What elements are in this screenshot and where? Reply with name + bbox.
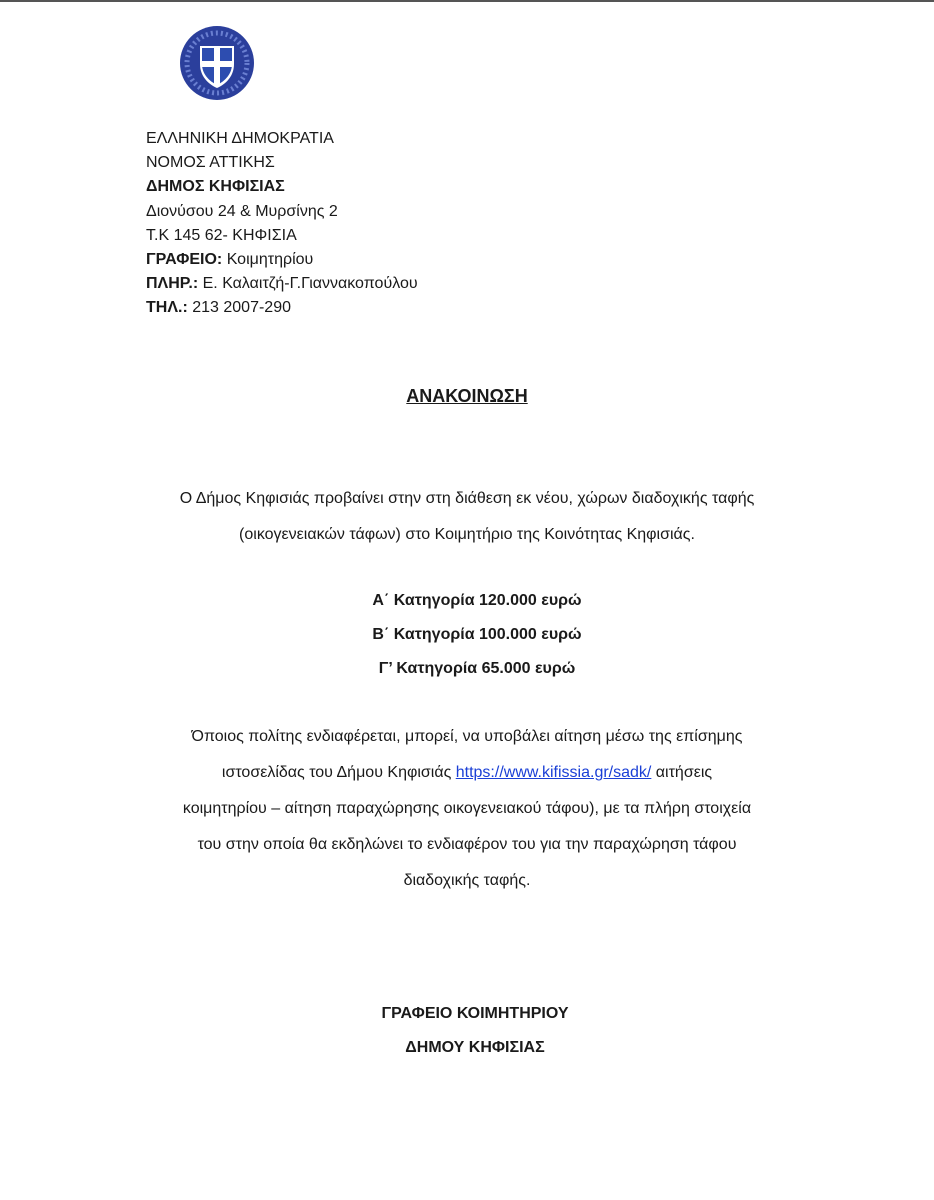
sender-header	[146, 127, 418, 321]
header-prefecture: ΝΟΜΟΣ ΑΤΤΙΚΗΣ	[146, 154, 275, 172]
header-office-label: ΓΡΑΦΕΙΟ:	[146, 251, 223, 269]
hellenic-republic-emblem	[178, 24, 256, 102]
application-paragraph	[0, 719, 934, 899]
category-a: Α΄ Κατηγορία 120.000 ευρώ	[372, 592, 582, 609]
body-line-text: αιτήσεις	[651, 764, 713, 781]
announcement-title: ΑΝΑΚΟΙΝΩΣΗ	[406, 386, 528, 406]
header-postcode: Τ.Κ 145 62- ΚΗΦΙΣΙΑ	[146, 226, 297, 244]
signature-block	[0, 997, 934, 1065]
header-info-label: ΠΛΗΡ.:	[146, 275, 199, 293]
header-municipality: ΔΗΜΟΣ ΚΗΦΙΣΙΑΣ	[146, 178, 285, 196]
header-office-value: Κοιμητηρίου	[222, 251, 314, 269]
body-line: του στην οποία θα εκδηλώνει το ενδιαφέρον του για την παραχώρηση τάφου	[197, 836, 737, 853]
header-info-value: Ε. Καλαιτζή-Γ.Γιαννακοπούλου	[198, 275, 418, 293]
header-address: Διονύσου 24 & Μυρσίνης 2	[146, 202, 338, 220]
header-office	[146, 248, 418, 272]
header-tel	[146, 296, 418, 320]
body-line: διαδοχικής ταφής.	[403, 872, 531, 889]
intro-line: (οικογενειακών τάφων) στο Κοιμητήριο της Κοινότητας Κηφισιάς.	[239, 526, 695, 543]
page-top-border	[0, 0, 934, 2]
body-line-text: ιστοσελίδας του Δήμου Κηφισιάς	[221, 764, 456, 781]
body-line	[0, 755, 934, 791]
intro-paragraph	[0, 481, 934, 553]
application-link[interactable]: https://www.kifissia.gr/sadk/	[455, 764, 652, 781]
header-country: ΕΛΛΗΝΙΚΗ ΔΗΜΟΚΡΑΤΙΑ	[146, 130, 334, 147]
header-tel-value: 213 2007-290	[187, 299, 291, 317]
signature-office: ΓΡΑΦΕΙΟ ΚΟΙΜΗΤΗΡΙΟΥ	[381, 1005, 569, 1022]
signature-municipality: ΔΗΜΟΥ ΚΗΦΙΣΙΑΣ	[405, 1039, 545, 1056]
body-line: Όποιος πολίτης ενδιαφέρεται, μπορεί, να υποβάλει αίτηση μέσω της επίσημης	[191, 728, 743, 745]
header-tel-label: ΤΗΛ.:	[146, 299, 188, 317]
body-line: κοιμητηρίου – αίτηση παραχώρησης οικογενειακού τάφου), με τα πλήρη στοιχεία	[182, 800, 752, 817]
category-c: Γ’ Κατηγορία 65.000 ευρώ	[378, 660, 576, 677]
intro-line: Ο Δήμος Κηφισιάς προβαίνει στην στη διάθεση εκ νέου, χώρων διαδοχικής ταφής	[179, 490, 755, 507]
header-info	[146, 272, 418, 296]
category-b: Β΄ Κατηγορία 100.000 ευρώ	[372, 626, 582, 643]
price-categories	[0, 584, 934, 686]
